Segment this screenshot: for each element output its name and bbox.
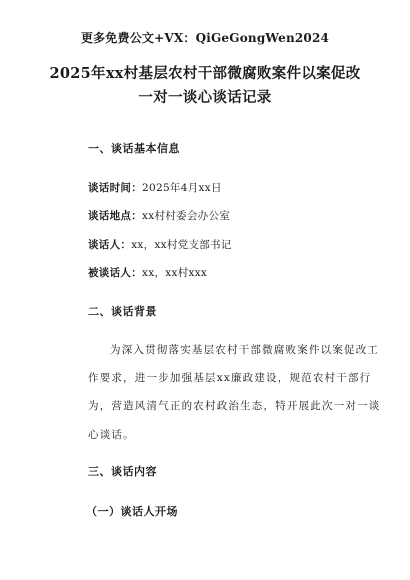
- field-talk-time: [88, 180, 222, 195]
- field-listener-value: xx，xx村xxx: [142, 267, 208, 279]
- background-paragraph-line-3: 为，营造风清气正的农村政治生态，特开展此次一对一谈: [88, 400, 381, 412]
- document-title-line-2: 一对一谈心谈话记录: [138, 89, 272, 106]
- background-paragraph-line-2: 作要求，进一步加强基层xx廉政建设，规范农村干部行: [88, 372, 372, 384]
- field-speaker-label: 谈话人：: [88, 239, 132, 251]
- background-paragraph-line-4: 心谈话。: [88, 429, 135, 441]
- field-speaker-value: xx，xx村党支部书记: [131, 239, 232, 251]
- field-talk-time-label: 谈话时间：: [88, 182, 142, 194]
- field-listener: [88, 265, 207, 280]
- field-talk-time-value: 2025年4月xx日: [142, 182, 222, 194]
- field-talk-place: [88, 208, 230, 223]
- section-heading-content: 三、谈话内容: [88, 465, 157, 478]
- document-title-line-1: 2025年xx村基层农村干部微腐败案件以案促改: [49, 65, 361, 82]
- background-paragraph-line-1: 为深入贯彻落实基层农村干部微腐败案件以案促改工: [110, 344, 380, 356]
- watermark-header: 更多免费公文+VX：QiGeGongWen2024: [80, 31, 330, 45]
- section-heading-basic-info: 一、谈话基本信息: [88, 142, 180, 155]
- field-speaker: [88, 237, 232, 252]
- subsection-heading-opening: （一）谈话人开场: [86, 505, 178, 518]
- field-talk-place-label: 谈话地点：: [88, 210, 142, 222]
- field-talk-place-value: xx村村委会办公室: [142, 210, 231, 222]
- section-heading-background: 二、谈话背景: [88, 305, 157, 318]
- field-listener-label: 被谈话人：: [88, 267, 142, 279]
